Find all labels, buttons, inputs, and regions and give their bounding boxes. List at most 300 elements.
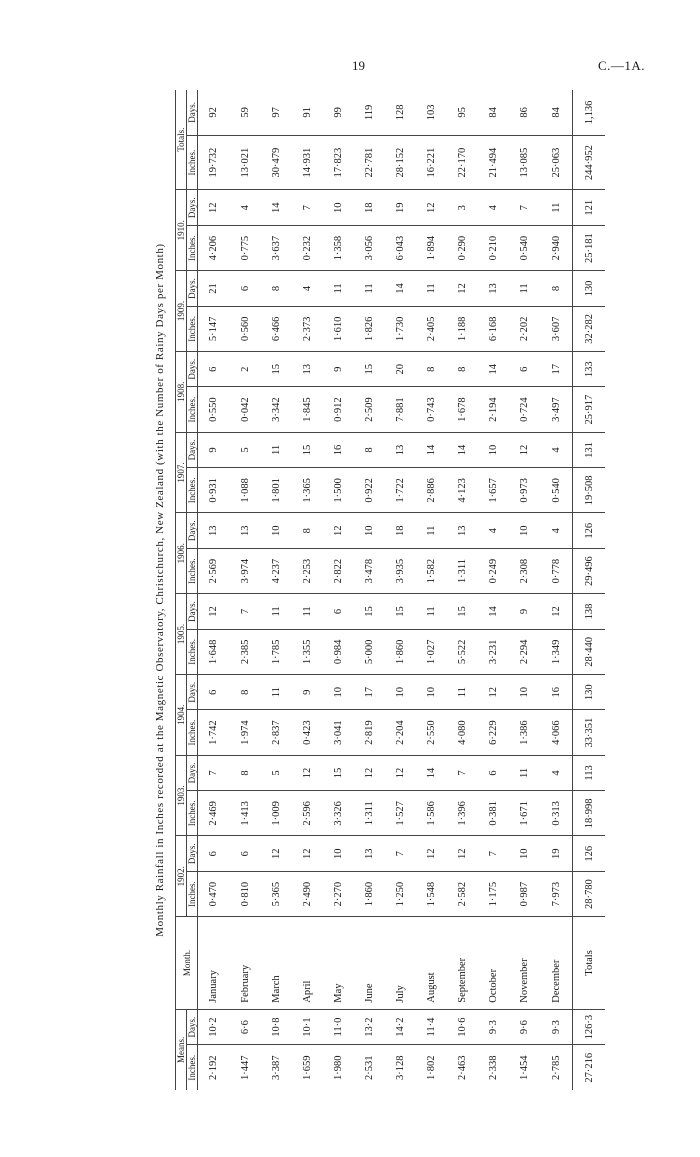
days-cell: 91 <box>292 90 323 135</box>
inches-total: 28·440 <box>573 629 606 674</box>
inches-cell: 21·494 <box>478 135 509 190</box>
month-cell: June <box>354 917 385 1010</box>
days-cell: 5 <box>230 432 261 468</box>
month-cell: April <box>292 917 323 1010</box>
days-cell: 10 <box>323 190 354 226</box>
inches-subheader: Inches. <box>187 387 198 432</box>
inches-cell: 1·250 <box>395 881 406 907</box>
days-cell: 15 <box>261 351 292 387</box>
inches-cell: 22·170 <box>447 135 478 190</box>
days-total: 121 <box>573 190 606 226</box>
inches-cell: 1·548 <box>426 881 438 907</box>
inches-cell: 3·231 <box>478 629 509 674</box>
inches-cell: 0·724 <box>509 387 540 432</box>
days-cell: 6 <box>230 271 261 307</box>
days-cell: 11 <box>416 513 447 549</box>
means-inches-cell: 1·802 <box>426 1055 438 1080</box>
inches-cell: 0·973 <box>509 468 540 513</box>
inches-cell: 1·527 <box>385 791 416 836</box>
days-cell: 4 <box>478 190 509 226</box>
year-header: 1910. <box>176 190 187 271</box>
year-header: 1903. <box>176 755 187 836</box>
days-cell: 7 <box>198 755 230 791</box>
inches-cell: 2·569 <box>198 549 230 594</box>
days-cell: 8 <box>447 351 478 387</box>
days-cell: 6 <box>230 836 261 872</box>
days-subheader: Days. <box>187 755 198 791</box>
inches-cell: 14·931 <box>292 135 323 190</box>
means-inches-cell: 1·659 <box>301 1055 313 1080</box>
inches-cell: 3·497 <box>540 387 572 432</box>
days-subheader: Days. <box>187 594 198 630</box>
month-header: Month. <box>176 917 198 1010</box>
means-days-total: 126·3 <box>573 1009 606 1045</box>
table-row <box>230 90 261 1090</box>
inches-subheader: Inches. <box>187 549 198 594</box>
inches-cell: 1·355 <box>292 629 323 674</box>
inches-cell: 2·822 <box>323 549 354 594</box>
inches-cell: 3·974 <box>230 549 261 594</box>
inches-cell: 1·974 <box>230 710 261 755</box>
days-cell: 10 <box>354 513 385 549</box>
days-cell: 13 <box>385 432 416 468</box>
days-cell: 9 <box>198 432 230 468</box>
inches-cell: 1·610 <box>323 306 354 351</box>
table-title: Monthly Rainfall in Inches recorded at the Magnetic Observatory, Christchurch, New Zealand (with the Number of Rainy Days per Month) <box>154 243 166 937</box>
inches-cell: 2·294 <box>509 629 540 674</box>
inches-cell: 2·819 <box>354 710 385 755</box>
month-cell: May <box>323 917 354 1010</box>
days-cell: 8 <box>230 674 261 710</box>
days-cell: 12 <box>323 513 354 549</box>
days-cell: 14 <box>416 432 447 468</box>
days-total: 131 <box>573 432 606 468</box>
means-inches-cell: 1·454 <box>519 1055 531 1080</box>
days-total: 126 <box>573 513 606 549</box>
inches-cell: 0·560 <box>230 306 261 351</box>
days-subheader: Days. <box>187 674 198 710</box>
days-subheader: Days. <box>187 836 198 872</box>
inches-cell: 1·386 <box>509 710 540 755</box>
inches-cell: 7·881 <box>385 387 416 432</box>
month-cell: September <box>447 917 478 1010</box>
days-cell: 12 <box>261 836 292 872</box>
inches-cell: 1·742 <box>198 710 230 755</box>
means-days-cell: 9·3 <box>540 1009 572 1045</box>
means-days-cell: 13·2 <box>354 1009 385 1045</box>
days-cell: 8 <box>230 755 261 791</box>
inches-cell: 2·270 <box>332 881 344 907</box>
month-cell: December <box>540 917 572 1010</box>
month-cell: January <box>198 917 230 1010</box>
inches-cell: 3·478 <box>354 549 385 594</box>
inches-cell: 1·188 <box>447 306 478 351</box>
days-cell: 12 <box>292 836 323 872</box>
year-header: 1906. <box>176 513 187 594</box>
inches-cell: 0·987 <box>519 881 531 907</box>
means-inches-cell: 1·980 <box>332 1055 344 1080</box>
table-row <box>323 90 354 1090</box>
days-subheader: Days. <box>187 190 198 226</box>
inches-cell: 2·582 <box>457 881 469 907</box>
inches-cell: 3·637 <box>261 226 292 271</box>
inches-cell: 1·586 <box>416 791 447 836</box>
means-inches-cell: 2·463 <box>457 1055 469 1080</box>
days-cell: 15 <box>323 755 354 791</box>
table-row <box>478 90 509 1090</box>
days-total: 130 <box>573 271 606 307</box>
days-subheader: Days. <box>187 513 198 549</box>
days-cell: 15 <box>385 594 416 630</box>
days-cell: 10 <box>416 674 447 710</box>
means-days-cell: 11·0 <box>323 1009 354 1045</box>
days-cell: 12 <box>354 755 385 791</box>
table-row <box>354 90 385 1090</box>
inches-cell: 3·607 <box>540 306 572 351</box>
inches-cell: 1·657 <box>478 468 509 513</box>
days-cell: 11 <box>509 755 540 791</box>
inches-cell: 1·801 <box>261 468 292 513</box>
days-cell: 11 <box>416 594 447 630</box>
days-cell: 12 <box>416 190 447 226</box>
means-days-cell: 9·6 <box>509 1009 540 1045</box>
inches-total: 32·282 <box>573 306 606 351</box>
days-cell: 19 <box>385 190 416 226</box>
inches-cell: 2·886 <box>416 468 447 513</box>
inches-cell: 0·984 <box>323 629 354 674</box>
inches-cell: 5·147 <box>198 306 230 351</box>
days-cell: 11 <box>261 594 292 630</box>
year-header: 1904. <box>176 674 187 755</box>
inches-cell: 0·922 <box>354 468 385 513</box>
inches-cell: 2·596 <box>292 791 323 836</box>
table-row <box>447 90 478 1090</box>
inches-cell: 1·894 <box>416 226 447 271</box>
month-cell: July <box>385 917 416 1010</box>
inches-cell: 0·232 <box>292 226 323 271</box>
inches-cell: 0·550 <box>198 387 230 432</box>
means-days-cell: 10·2 <box>198 1009 230 1045</box>
days-cell: 11 <box>416 271 447 307</box>
inches-cell: 0·912 <box>323 387 354 432</box>
year-header: 1908. <box>176 351 187 432</box>
days-cell: 103 <box>416 90 447 135</box>
inches-cell: 1·175 <box>488 881 500 907</box>
inches-subheader: Inches. <box>187 226 198 271</box>
table-row <box>540 90 572 1090</box>
inches-cell: 1·088 <box>230 468 261 513</box>
inches-total: 33·351 <box>573 710 606 755</box>
days-cell: 99 <box>323 90 354 135</box>
days-cell: 16 <box>540 674 572 710</box>
days-cell: 7 <box>230 594 261 630</box>
days-cell: 15 <box>354 594 385 630</box>
inches-cell: 3·342 <box>261 387 292 432</box>
inches-cell: 4·123 <box>447 468 478 513</box>
days-cell: 12 <box>292 755 323 791</box>
inches-cell: 1·358 <box>323 226 354 271</box>
inches-cell: 2·202 <box>509 306 540 351</box>
days-cell: 18 <box>354 190 385 226</box>
inches-cell: 5·522 <box>447 629 478 674</box>
days-cell: 10 <box>323 674 354 710</box>
inches-total: 19·508 <box>573 468 606 513</box>
days-cell: 17 <box>354 674 385 710</box>
inches-cell: 2·204 <box>385 710 416 755</box>
inches-cell: 2·405 <box>416 306 447 351</box>
inches-cell: 28·152 <box>385 135 416 190</box>
days-cell: 17 <box>540 351 572 387</box>
days-cell: 8 <box>540 271 572 307</box>
days-cell: 10 <box>385 674 416 710</box>
inches-total: 28·780 <box>573 872 606 917</box>
days-cell: 12 <box>416 836 447 872</box>
inches-cell: 1·413 <box>230 791 261 836</box>
inches-cell: 2·385 <box>230 629 261 674</box>
table-row <box>385 90 416 1090</box>
month-cell: March <box>261 917 292 1010</box>
inches-cell: 0·931 <box>198 468 230 513</box>
days-cell: 15 <box>292 432 323 468</box>
year-header: Totals. <box>176 90 187 190</box>
days-cell: 95 <box>447 90 478 135</box>
days-cell: 11 <box>509 271 540 307</box>
days-cell: 4 <box>540 432 572 468</box>
days-cell: 6 <box>323 594 354 630</box>
means-days-cell: 6·6 <box>230 1009 261 1045</box>
inches-cell: 4·206 <box>198 226 230 271</box>
days-cell: 9 <box>509 594 540 630</box>
days-cell: 11 <box>354 271 385 307</box>
days-cell: 9 <box>292 674 323 710</box>
days-cell: 12 <box>447 271 478 307</box>
inches-cell: 1·396 <box>447 791 478 836</box>
totals-row <box>573 90 606 1090</box>
inches-cell: 0·810 <box>239 881 251 907</box>
means-inches-cell: 2·531 <box>363 1055 375 1080</box>
inches-subheader: Inches. <box>187 306 198 351</box>
inches-cell: 4·066 <box>540 710 572 755</box>
inches-subheader: Inches. <box>187 1054 197 1081</box>
inches-cell: 0·775 <box>230 226 261 271</box>
days-cell: 10 <box>509 513 540 549</box>
inches-subheader: Inches. <box>187 135 198 190</box>
days-cell: 13 <box>198 513 230 549</box>
days-cell: 14 <box>416 755 447 791</box>
means-days-cell: 10·1 <box>292 1009 323 1045</box>
days-cell: 15 <box>354 351 385 387</box>
inches-cell: 1·009 <box>261 791 292 836</box>
inches-cell: 1·311 <box>354 791 385 836</box>
days-cell: 10 <box>323 836 354 872</box>
inches-cell: 0·249 <box>478 549 509 594</box>
inches-cell: 6·043 <box>385 226 416 271</box>
days-total: 138 <box>573 594 606 630</box>
inches-cell: 0·042 <box>230 387 261 432</box>
days-cell: 92 <box>198 90 230 135</box>
days-cell: 12 <box>198 190 230 226</box>
inches-cell: 1·648 <box>198 629 230 674</box>
days-subheader: Days. <box>187 351 198 387</box>
inches-cell: 5·365 <box>270 881 282 907</box>
inches-cell: 4·080 <box>447 710 478 755</box>
inches-subheader: Inches. <box>187 791 198 836</box>
table-row <box>416 90 447 1090</box>
days-cell: 14 <box>261 190 292 226</box>
inches-cell: 2·837 <box>261 710 292 755</box>
inches-cell: 7·973 <box>550 881 562 907</box>
days-total: 1,136 <box>573 90 606 135</box>
inches-cell: 3·041 <box>323 710 354 755</box>
inches-cell: 1·730 <box>385 306 416 351</box>
days-cell: 86 <box>509 90 540 135</box>
means-inches-cell: 3·128 <box>395 1055 406 1080</box>
days-total: 130 <box>573 674 606 710</box>
days-cell: 8 <box>292 513 323 549</box>
means-days-cell: 11·4 <box>416 1009 447 1045</box>
inches-total: 29·496 <box>573 549 606 594</box>
days-cell: 12 <box>447 836 478 872</box>
inches-cell: 13·021 <box>230 135 261 190</box>
days-subheader: Days. <box>187 1009 198 1045</box>
inches-cell: 1·785 <box>261 629 292 674</box>
inches-cell: 2·469 <box>198 791 230 836</box>
inches-cell: 6·168 <box>478 306 509 351</box>
inches-cell: 2·550 <box>416 710 447 755</box>
days-cell: 10 <box>509 836 540 872</box>
inches-cell: 25·063 <box>540 135 572 190</box>
inches-cell: 1·845 <box>292 387 323 432</box>
days-cell: 13 <box>478 271 509 307</box>
days-cell: 8 <box>261 271 292 307</box>
days-cell: 14 <box>478 594 509 630</box>
inches-cell: 2·194 <box>478 387 509 432</box>
table-row <box>292 90 323 1090</box>
days-cell: 16 <box>323 432 354 468</box>
inches-cell: 6·466 <box>261 306 292 351</box>
inches-cell: 0·743 <box>416 387 447 432</box>
inches-cell: 1·826 <box>354 306 385 351</box>
inches-cell: 1·678 <box>447 387 478 432</box>
days-cell: 18 <box>385 513 416 549</box>
inches-cell: 1·860 <box>363 881 375 907</box>
days-cell: 7 <box>447 755 478 791</box>
means-inches-cell: 1·447 <box>239 1055 251 1080</box>
days-cell: 12 <box>385 755 416 791</box>
means-inches-total: 27·216 <box>573 1045 606 1090</box>
days-subheader: Days. <box>187 90 198 135</box>
days-cell: 11 <box>261 432 292 468</box>
days-cell: 6 <box>198 836 230 872</box>
inches-cell: 16·221 <box>416 135 447 190</box>
days-cell: 21 <box>198 271 230 307</box>
inches-cell: 30·479 <box>261 135 292 190</box>
days-cell: 14 <box>478 351 509 387</box>
inches-cell: 0·381 <box>478 791 509 836</box>
means-days-cell: 10·8 <box>261 1009 292 1045</box>
rainfall-table <box>175 90 605 1090</box>
days-cell: 6 <box>509 351 540 387</box>
days-cell: 14 <box>447 432 478 468</box>
totals-label: Totals <box>573 917 606 1010</box>
inches-subheader: Inches. <box>187 468 198 513</box>
inches-subheader: Inches. <box>187 629 198 674</box>
days-total: 126 <box>573 836 606 872</box>
days-total: 113 <box>573 755 606 791</box>
days-cell: 10 <box>509 674 540 710</box>
days-cell: 12 <box>540 594 572 630</box>
means-days-cell: 14·2 <box>385 1009 416 1045</box>
days-cell: 12 <box>198 594 230 630</box>
days-cell: 128 <box>385 90 416 135</box>
inches-cell: 13·085 <box>509 135 540 190</box>
month-cell: February <box>230 917 261 1010</box>
means-header: Means. <box>176 1009 187 1090</box>
days-cell: 8 <box>416 351 447 387</box>
inches-cell: 0·423 <box>292 710 323 755</box>
inches-cell: 2·373 <box>292 306 323 351</box>
days-cell: 5 <box>261 755 292 791</box>
days-cell: 11 <box>292 594 323 630</box>
inches-cell: 0·470 <box>208 881 220 907</box>
month-cell: November <box>509 917 540 1010</box>
days-cell: 4 <box>540 755 572 791</box>
inches-cell: 19·732 <box>198 135 230 190</box>
table-row <box>509 90 540 1090</box>
inches-cell: 1·365 <box>292 468 323 513</box>
table-row <box>261 90 292 1090</box>
rainfall-table-block <box>145 90 605 1090</box>
days-cell: 13 <box>292 351 323 387</box>
table-row <box>198 90 230 1090</box>
means-inches-cell: 2·338 <box>488 1055 500 1080</box>
days-cell: 15 <box>447 594 478 630</box>
days-cell: 6 <box>198 351 230 387</box>
inches-cell: 0·210 <box>478 226 509 271</box>
days-cell: 7 <box>385 836 416 872</box>
days-cell: 84 <box>540 90 572 135</box>
days-cell: 7 <box>478 836 509 872</box>
inches-cell: 17·823 <box>323 135 354 190</box>
days-cell: 3 <box>447 190 478 226</box>
inches-cell: 2·308 <box>509 549 540 594</box>
inches-cell: 3·326 <box>323 791 354 836</box>
days-cell: 20 <box>385 351 416 387</box>
days-cell: 9 <box>323 351 354 387</box>
days-cell: 6 <box>478 755 509 791</box>
year-header: 1909. <box>176 271 187 352</box>
inches-cell: 5·000 <box>354 629 385 674</box>
inches-cell: 1·671 <box>509 791 540 836</box>
year-header: 1905. <box>176 594 187 675</box>
means-days-cell: 9·3 <box>478 1009 509 1045</box>
inches-cell: 0·540 <box>509 226 540 271</box>
days-cell: 97 <box>261 90 292 135</box>
inches-cell: 0·290 <box>447 226 478 271</box>
inches-cell: 22·781 <box>354 135 385 190</box>
days-cell: 10 <box>261 513 292 549</box>
month-cell: October <box>478 917 509 1010</box>
days-cell: 7 <box>292 190 323 226</box>
days-cell: 11 <box>447 674 478 710</box>
inches-cell: 0·540 <box>540 468 572 513</box>
document-reference: C.—1A. <box>598 58 646 73</box>
inches-cell: 1·500 <box>323 468 354 513</box>
days-cell: 11 <box>261 674 292 710</box>
inches-total: 25·917 <box>573 387 606 432</box>
inches-cell: 6·229 <box>478 710 509 755</box>
table-body <box>198 90 606 1090</box>
